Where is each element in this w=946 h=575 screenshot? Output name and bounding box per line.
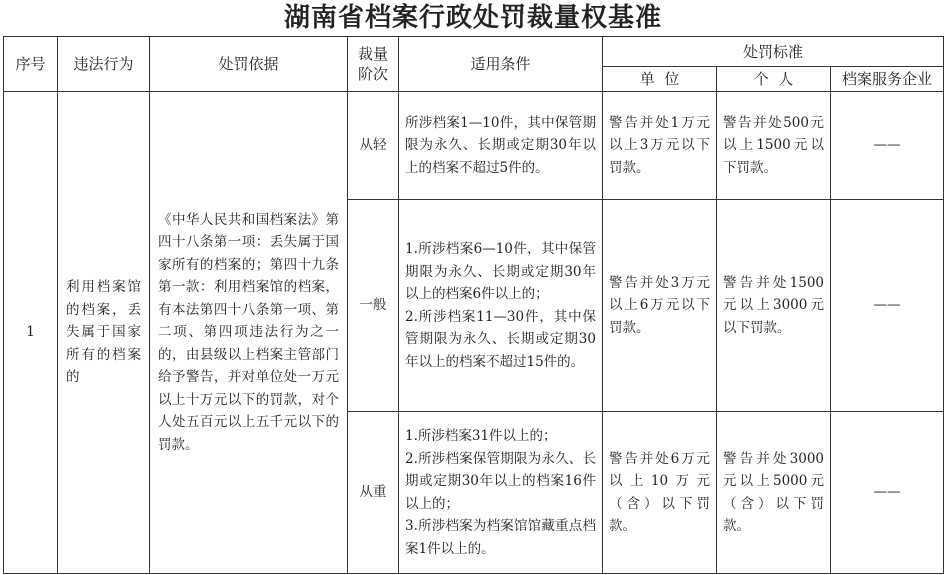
header-person: 个 人 — [717, 67, 831, 92]
row-basis: 《中华人民共和国档案法》第四十八条第一项：丢失属于国家所有的档案的；第四十九条第一款：利用档案馆的档案，有本法第四十八条第一项、第二项、第四项违法行为之一的，由县级以上档案主管部门给予警告，并对单位处一万元以上十万元以下的罚款，对个人处五百元以上五千元以下的罚款。 — [150, 92, 348, 574]
level-unit: 警告并处6万元以上10万元（含）以下罚款。 — [603, 412, 717, 574]
level-person: 警告并处500元以上1500元以下罚款。 — [717, 92, 831, 200]
level-enterprise: —— — [831, 412, 944, 574]
row-seq: 1 — [4, 92, 58, 574]
level-unit: 警告并处3万元以上6万元以下罚款。 — [603, 200, 717, 412]
header-level: 裁量阶次 — [348, 37, 399, 92]
page-title: 湖南省档案行政处罚裁量权基准 — [283, 3, 662, 33]
condition-item: 3.所涉档案为档案馆馆藏重点档案1件以上的。 — [405, 518, 596, 557]
level-name: 从重 — [348, 412, 399, 574]
header-unit: 单 位 — [603, 67, 717, 92]
level-enterprise: —— — [831, 200, 944, 412]
level-name: 从轻 — [348, 92, 399, 200]
row-act: 利用档案馆的档案，丢失属于国家所有的档案的 — [58, 92, 150, 574]
condition-item: 1.所涉档案6—10件，其中保管期限为永久、长期或定期30年以上的档案6件以上的； — [405, 241, 596, 302]
level-person: 警告并处3000元以上5000元（含）以下罚款。 — [717, 412, 831, 574]
level-condition — [399, 92, 603, 200]
level-condition — [399, 412, 603, 574]
level-name: 一般 — [348, 200, 399, 412]
header-enterprise: 档案服务企业 — [831, 67, 944, 92]
level-person: 警告并处1500元以上3000元以下罚款。 — [717, 200, 831, 412]
penalty-table — [3, 36, 944, 574]
condition-item: 1.所涉档案31件以上的； — [405, 428, 557, 444]
level-unit: 警告并处1万元以上3万元以下罚款。 — [603, 92, 717, 200]
header-act: 违法行为 — [58, 37, 150, 92]
condition-item: 2.所涉档案11—30件，其中保管期限为永久、长期或定期30年以上的档案不超过15件的。 — [405, 308, 596, 370]
condition-item: 2.所涉档案保管期限为永久、长期或定期30年以上的档案16件以上的； — [405, 450, 596, 512]
condition-item: 所涉档案1—10件，其中保管期限为永久、长期或定期30年以上的档案不超过5件的。 — [405, 114, 596, 176]
header-standard: 处罚标准 — [603, 37, 944, 67]
header-basis: 处罚依据 — [150, 37, 348, 92]
level-enterprise: —— — [831, 92, 944, 200]
header-condition: 适用条件 — [399, 37, 603, 92]
header-seq: 序号 — [4, 37, 58, 92]
header-row — [4, 37, 944, 67]
level-condition — [399, 200, 603, 412]
table-row — [4, 92, 944, 200]
